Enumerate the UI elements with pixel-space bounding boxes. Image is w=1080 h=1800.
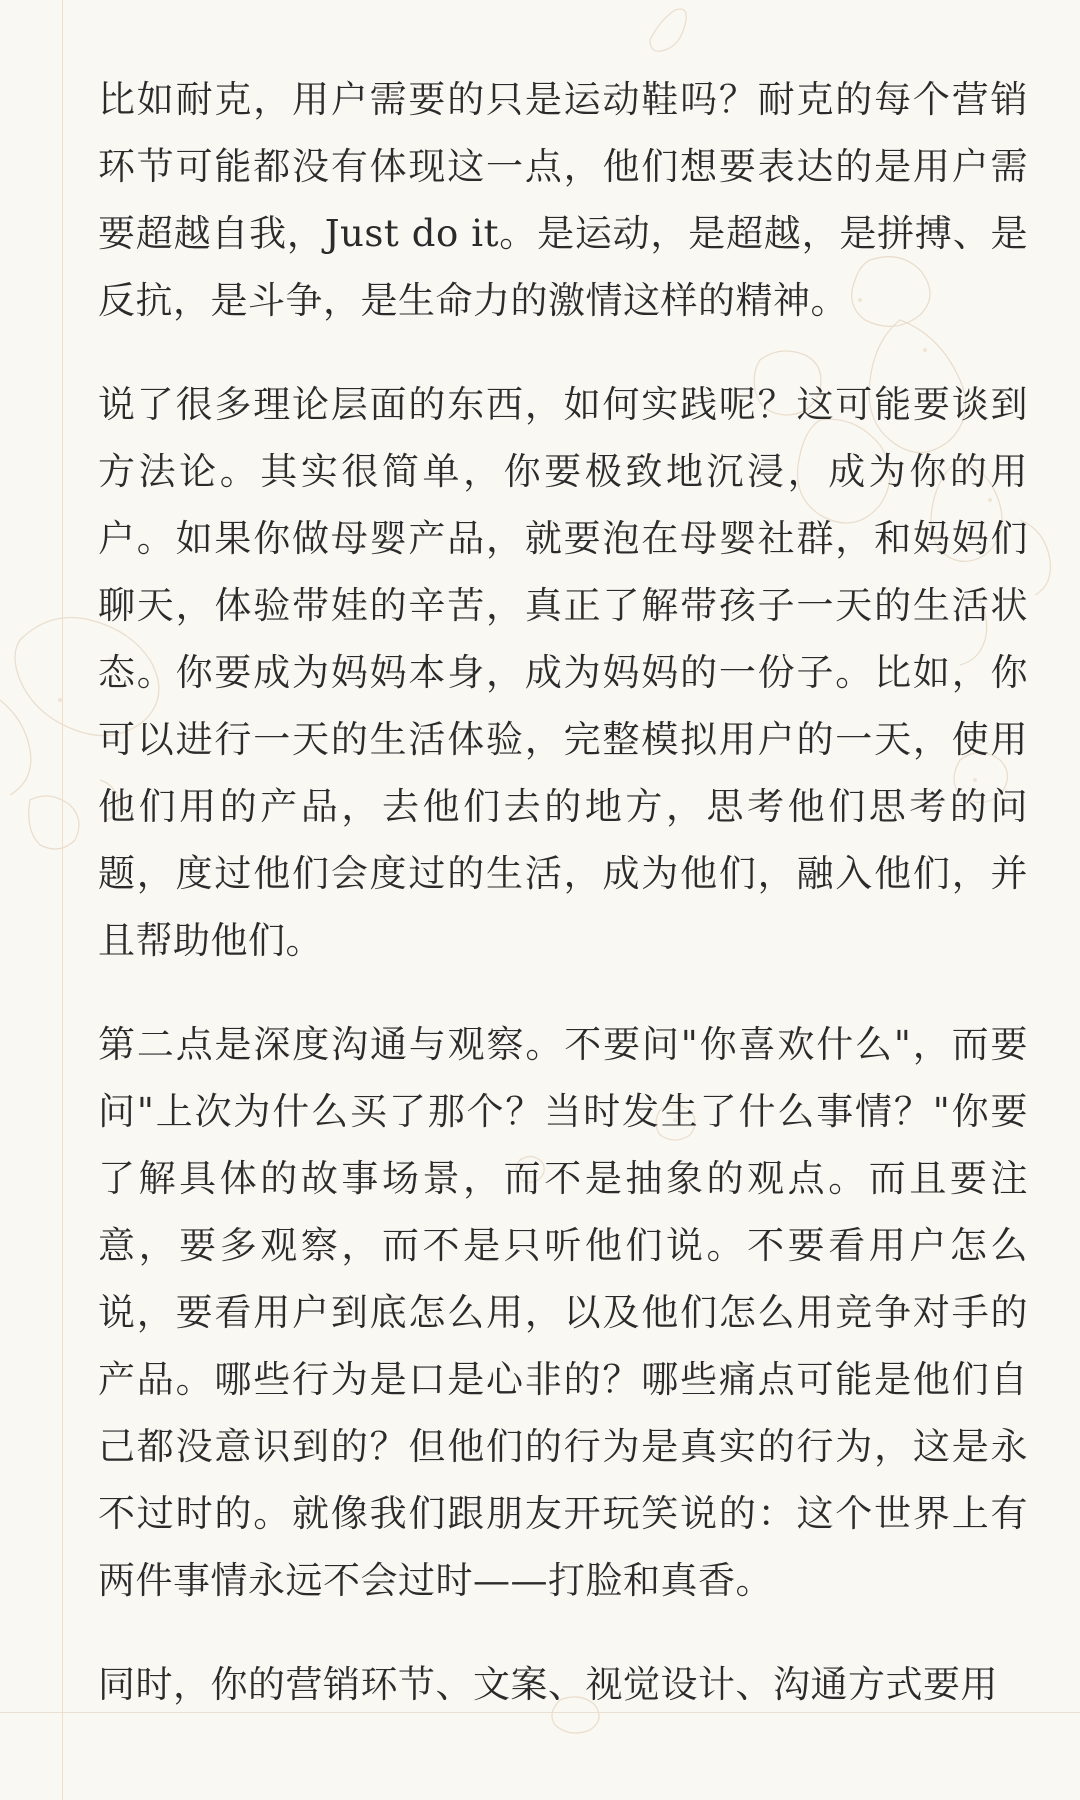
paragraph-marketing-touchpoints: 同时，你的营销环节、文案、视觉设计、沟通方式要用 — [98, 1663, 998, 1706]
article-body — [98, 66, 1028, 1755]
paragraph-methodology: 说了很多理论层面的东西，如何实践呢？这可能要谈到方法论。其实很简单，你要极致地沉浸，成为你的用户。如果你做母婴产品，就要泡在母婴社群，和妈妈们聊天，体验带娃的辛苦，真正了解带孩子一天的生活状态。你要成为妈妈本身，成为妈妈的一份子。比如，你可以进行一天的生活体验，完整模拟用户的一天，使用他们用的产品，去他们去的地方，思考他们思考的问题，度过他们会度过的生活，成为他们，融入他们，并且帮助他们。 — [98, 383, 1028, 962]
paragraph-deep-communication: 第二点是深度沟通与观察。不要问"你喜欢什么"，而要问"上次为什么买了那个？当时发生了什么事情？"你要了解具体的故事场景，而不是抽象的观点。而且要注意，要多观察，而不是只听他们说。不要看用户怎么说，要看用户到底怎么用，以及他们怎么用竞争对手的产品。哪些行为是口是心非的？哪些痛点可能是他们自己都没意识到的？但他们的行为是真实的行为，这是永不过时的。就像我们跟朋友开玩笑说的：这个世界上有两件事情永远不会过时——打脸和真香。 — [98, 1023, 1028, 1602]
margin-rule-vertical — [62, 0, 63, 1800]
paragraph-nike: 比如耐克，用户需要的只是运动鞋吗？耐克的每个营销环节可能都没有体现这一点，他们想要表达的是用户需要超越自我，Just do it。是运动，是超越，是拼搏、是反抗，是斗争，是生命力的激情这样的精神。 — [98, 78, 1028, 322]
